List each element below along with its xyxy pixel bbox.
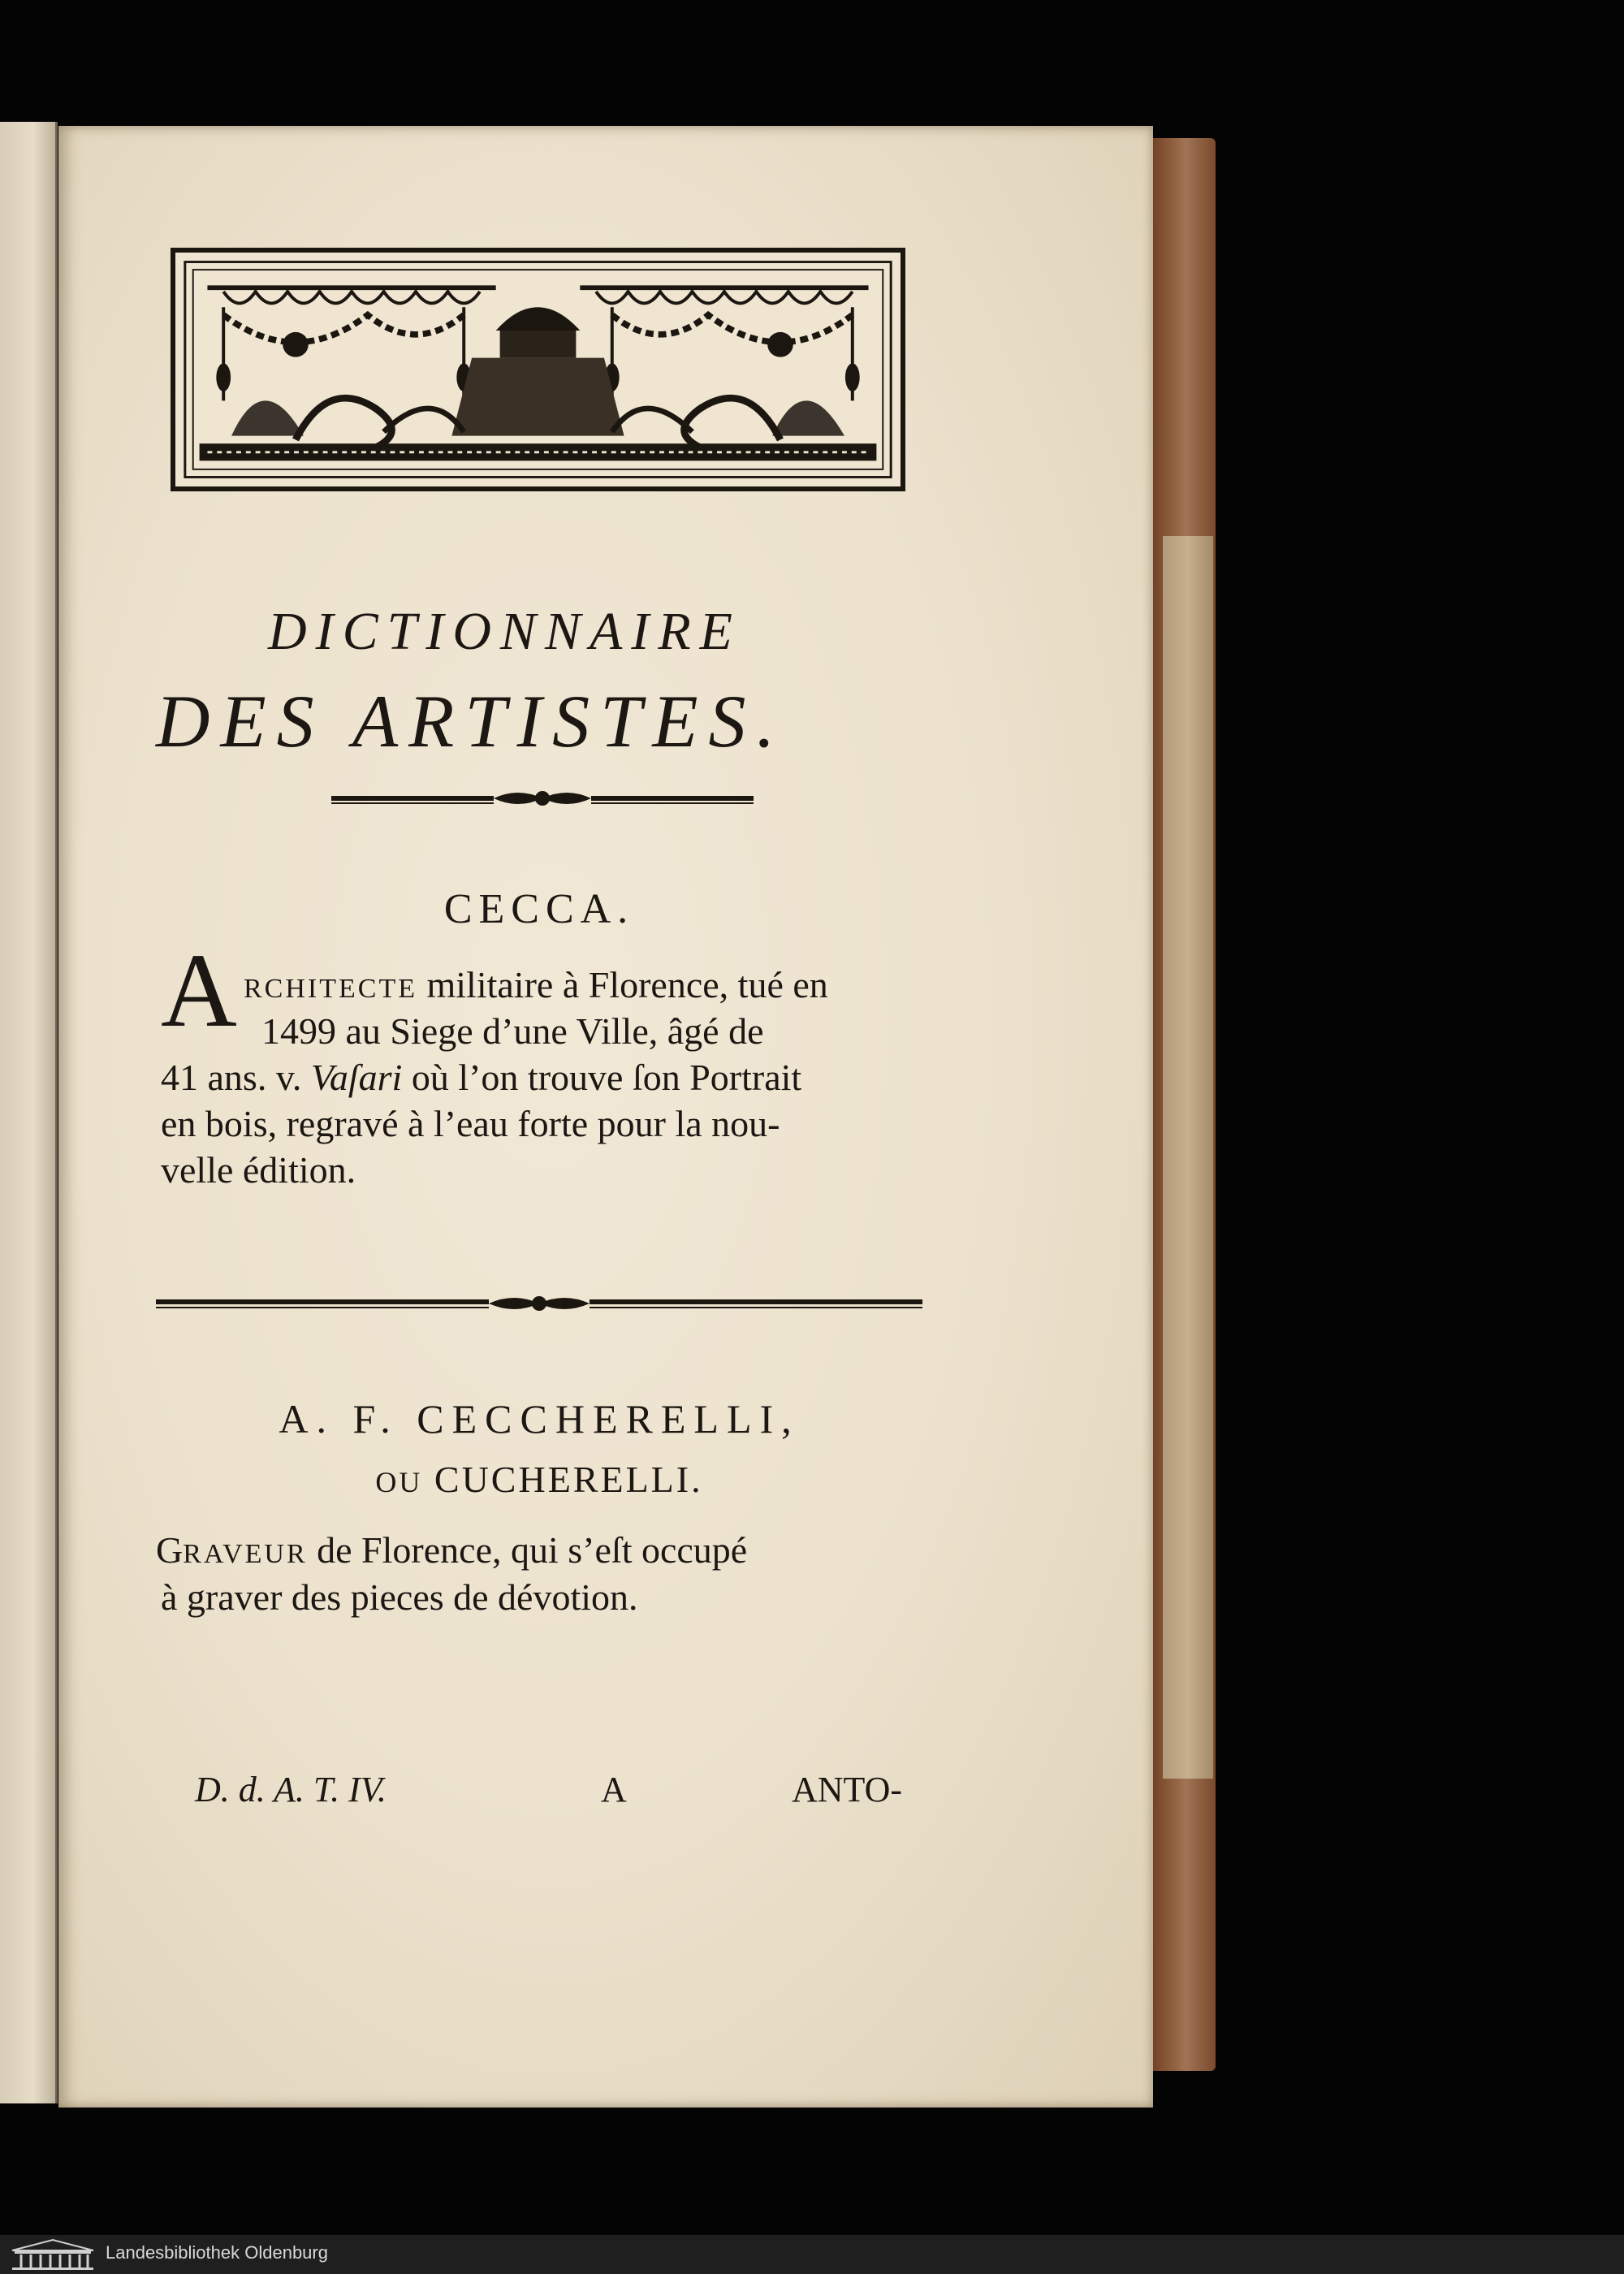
headpiece-ornament-graphic [175,253,901,486]
entry-heading-ceccherelli: A. F. CECCHERELLI, [279,1396,800,1442]
title-des-artistes: DES ARTISTES. [156,680,786,763]
entry1-line2: 1499 au Siege d’une Ville, âgé de [261,1010,764,1052]
ornamental-headpiece [171,248,905,491]
title-dictionnaire: DICTIONNAIRE [268,602,741,661]
entry1-line1-text: militaire à Florence, tué en [417,964,828,1005]
signature-mark: D. d. A. T. IV. [195,1770,387,1809]
cover-band [1163,536,1213,1779]
entry1-line5: velle édition. [161,1149,356,1191]
entry2-line1-text: de Florence, qui s’eſt occupé [307,1529,748,1571]
entry1-line3-a: 41 ans. v. [161,1057,311,1098]
catchword: ANTO- [792,1770,903,1809]
entry2-cap: G [156,1529,184,1571]
entry1-line1 [244,962,828,1012]
entry2-smallcaps-word: RAVEUR [183,1539,308,1569]
entry1-line4: en bois, regravé à l’eau forte pour la nou- [161,1103,780,1144]
entry1-line3-italic: Vaſari [310,1057,403,1098]
signature-letter: A [601,1770,627,1809]
entry1-smallcaps-word: RCHITECTE [244,974,417,1004]
entry1-line3-b: où l’on trouve ſon Portrait [402,1057,802,1098]
entry-heading-cecca: CECCA. [443,886,635,932]
decorative-rule-long [156,1291,922,1316]
entry2-line1 [156,1527,747,1577]
decorative-rule-short [331,786,754,811]
drop-capital: A [161,932,237,1049]
entry-subheading-cucherelli [156,1458,922,1501]
facing-page-edge [0,122,58,2103]
library-name: Landesbibliothek Oldenburg [106,2242,328,2263]
cucherelli-name: CUCHERELLI. [422,1459,703,1500]
entry1-line3 [161,1054,801,1100]
entry2-line2: à graver des pieces de dévotion. [161,1576,638,1618]
ou-smallcaps: OU [375,1466,423,1498]
library-building-icon [8,2237,97,2272]
